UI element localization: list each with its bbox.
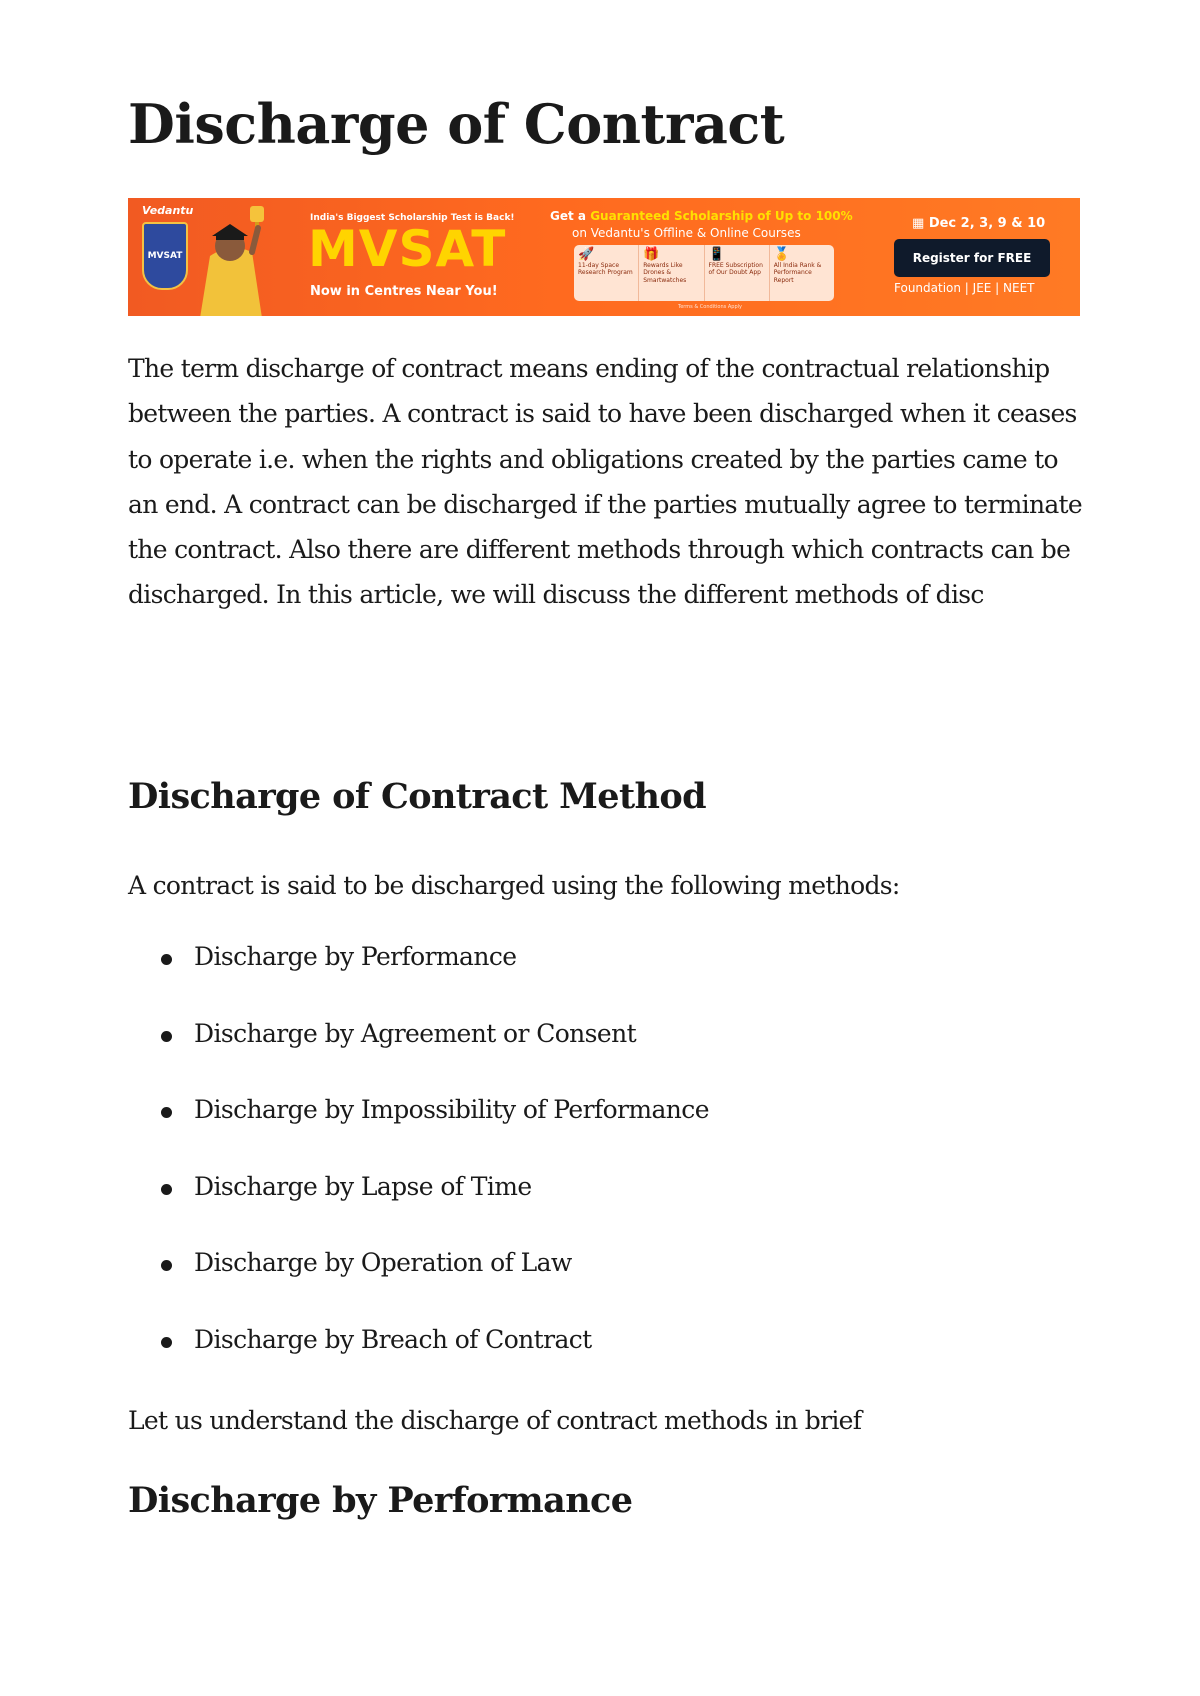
offer-prefix: Get a [550,209,591,223]
register-free-button[interactable]: Register for FREE [894,239,1050,277]
dates-text: Dec 2, 3, 9 & 10 [928,216,1046,231]
bullet-icon [161,1260,172,1271]
banner-brand: MVSAT [308,220,507,278]
page-title: Discharge of Contract [128,92,785,156]
banner-features [574,245,834,301]
banner-streams: Foundation | JEE | NEET [894,281,1035,295]
mvsat-shield-badge [142,222,188,290]
methods-outro-text: Let us understand the discharge of contract methods in brief [128,1406,862,1435]
banner-offer-suffix: on Vedantu's Offline & Online Courses [572,226,801,240]
banner-offer [550,209,853,223]
phone-icon: 📱 [708,247,725,262]
bullet-icon [161,1107,172,1118]
method-label: Discharge by Agreement or Consent [194,1018,637,1048]
section-heading-performance: Discharge by Performance [128,1480,633,1521]
calendar-icon: ▦ [912,216,929,231]
feature-item [770,245,834,301]
method-label: Discharge by Lapse of Time [194,1171,532,1201]
methods-list [128,941,709,1400]
offer-highlight: Guaranteed Scholarship of Up to 100% [590,209,853,223]
bullet-icon [161,1184,172,1195]
feature-text: 11-day Space Research Program [578,262,633,277]
banner-dates [912,216,1045,231]
method-label: Discharge by Performance [194,942,517,971]
section-heading-methods: Discharge of Contract Method [128,776,706,817]
student-with-trophy-illustration [190,206,282,316]
feature-item [639,245,704,301]
medal-icon: 🏅 [773,247,790,262]
method-label: Discharge by Impossibility of Performance [194,1095,709,1124]
banner-terms: Terms & Conditions Apply [678,304,742,310]
list-item [128,941,709,1018]
rocket-icon: 🚀 [578,247,595,262]
feature-text: All India Rank & Performance Report [773,262,822,284]
banner-subline: Now in Centres Near You! [310,284,498,299]
mvsat-ad-banner[interactable] [128,198,1080,316]
bullet-icon [161,1031,172,1042]
method-label: Discharge by Breach of Contract [194,1324,592,1354]
list-item [128,1324,709,1401]
banner-tagline: India's Biggest Scholarship Test is Back! [310,213,515,223]
list-item [128,1171,709,1248]
vedantu-logo: Vedantu [142,204,194,217]
methods-lead-text: A contract is said to be discharged using the following methods: [128,871,900,900]
shield-label: MVSAT [147,251,183,261]
bullet-icon [161,1337,172,1348]
feature-item [705,245,770,301]
list-item [128,1094,709,1171]
list-item [128,1247,709,1324]
gift-icon: 🎁 [643,247,660,262]
list-item [128,1018,709,1095]
feature-text: Rewards Like Drones & Smartwatches [643,262,687,284]
feature-text: FREE Subscription of Our Doubt App [708,262,763,277]
feature-item [574,245,639,301]
bullet-icon [161,954,172,965]
intro-paragraph: The term discharge of contract means ending of the contractual relationship between the parties. A contract is said to have been discharged when it ceases to operate i.e. when the rights and obligations created by the parties came to an end. A contract can be discharged if the parties mutually agree to terminate the contract. Also there are different methods through which contracts can be discharged. In this article, we will discuss the different methods of disc [128,354,1082,610]
method-label: Discharge by Operation of Law [194,1248,572,1277]
